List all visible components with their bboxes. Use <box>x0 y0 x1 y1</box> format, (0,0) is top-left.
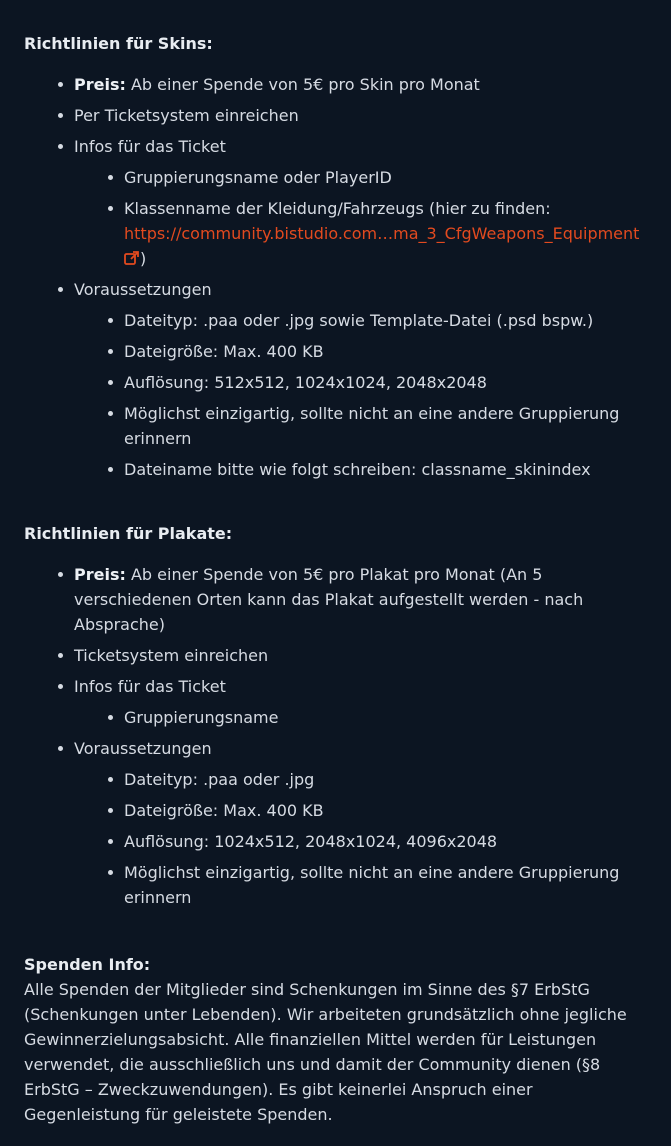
list-item: Dateiname bitte wie folgt schreiben: classname_skinindex <box>124 457 647 482</box>
list-item <box>124 165 647 190</box>
list-item: Dateityp: .paa oder .jpg <box>124 767 647 792</box>
posters-price-text: Ab einer Spende von 5€ pro Plakat pro Monat (An 5 verschiedenen Orten kann das Plakat aufgestellt werden - nach Absprache) <box>74 565 584 634</box>
list-item: Möglichst einzigartig, sollte nicht an eine andere Gruppierung erinnern <box>124 860 647 910</box>
skins-price-label: Preis: <box>74 75 126 94</box>
list-item <box>74 72 647 97</box>
list-item: Möglichst einzigartig, sollte nicht an eine andere Gruppierung erinnern <box>124 401 647 451</box>
list-item <box>74 134 647 271</box>
list-item: Gruppierungsname <box>124 705 647 730</box>
list-item <box>74 277 647 482</box>
list-item: Dateityp: .paa oder .jpg sowie Template-Datei (.psd bspw.) <box>124 308 647 333</box>
external-link-icon[interactable] <box>124 249 140 268</box>
donation-text: Alle Spenden der Mitglieder sind Schenkungen im Sinne des §7 ErbStG (Schenkungen unter Lebenden). Wir arbeiteten grundsätzlich ohne jegliche Gewinnerzielungsabsicht. Alle finanziellen Mittel werden für Leistungen verwendet, die ausschließlich uns und damit der Community dienen (§8 ErbStG – Zweckzuwendungen). Es gibt keinerlei Anspruch einer Gegenleistung für geleistete Spenden. <box>24 980 627 1124</box>
donation-heading: Spenden Info: <box>24 955 151 974</box>
posters-info-title: Infos für das Ticket <box>74 677 226 696</box>
skins-info-title: Infos für das Ticket <box>74 137 226 156</box>
posters-req-title: Voraussetzungen <box>74 739 212 758</box>
posters-ticket: Ticketsystem einreichen <box>74 646 269 665</box>
classname-link[interactable]: https://community.bistudio.com…ma_3_CfgWeapons_Equipment <box>124 224 640 243</box>
posters-req-list <box>74 767 647 910</box>
list-item: Auflösung: 512x512, 1024x1024, 2048x2048 <box>124 370 647 395</box>
spacer <box>24 916 647 952</box>
skins-req-title: Voraussetzungen <box>74 280 212 299</box>
skins-info-group: Gruppierungsname oder PlayerID <box>124 168 392 187</box>
posters-heading: Richtlinien für Plakate: <box>24 524 233 543</box>
skins-info-close: ) <box>140 249 147 268</box>
skins-heading: Richtlinien für Skins: <box>24 34 213 53</box>
posters-list <box>24 562 647 910</box>
skins-info-list <box>74 165 647 271</box>
skins-ticket: Per Ticketsystem einreichen <box>74 106 299 125</box>
list-item: Dateigröße: Max. 400 KB <box>124 339 647 364</box>
list-item <box>74 674 647 730</box>
list-item: Auflösung: 1024x512, 2048x1024, 4096x2048 <box>124 829 647 854</box>
list-item <box>74 736 647 910</box>
skins-info-classname: Klassenname der Kleidung/Fahrzeugs (hier zu finden: <box>124 199 551 218</box>
list-item <box>124 196 647 271</box>
list-item <box>74 562 647 637</box>
list-item <box>74 643 647 668</box>
posters-price-label: Preis: <box>74 565 126 584</box>
spacer <box>24 488 647 522</box>
skins-list <box>24 72 647 482</box>
posters-info-list <box>74 705 647 730</box>
skins-price-text: Ab einer Spende von 5€ pro Skin pro Monat <box>125 75 480 94</box>
skins-req-list <box>74 308 647 482</box>
list-item: Dateigröße: Max. 400 KB <box>124 798 647 823</box>
list-item <box>74 103 647 128</box>
